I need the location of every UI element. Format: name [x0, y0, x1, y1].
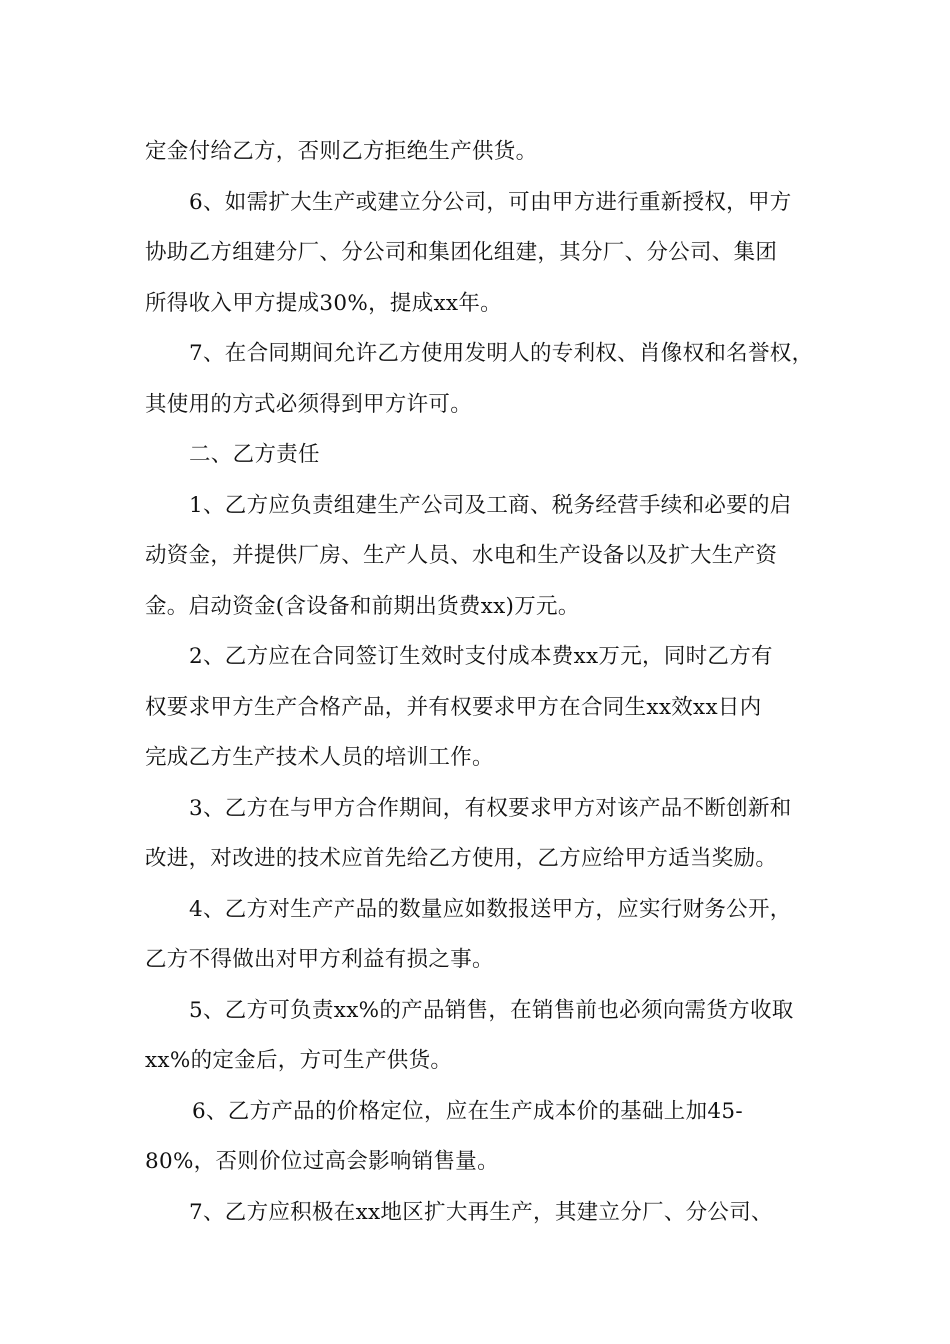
- paragraph-line: 改进，对改进的技术应首先给乙方使用，乙方应给甲方适当奖励。: [145, 846, 778, 871]
- section-heading: 二、乙方责任: [189, 442, 320, 467]
- paragraph-line: 定金付给乙方，否则乙方拒绝生产供货。: [145, 139, 538, 164]
- document-body: [145, 132, 814, 1243]
- paragraph-line: 7、乙方应积极在xx地区扩大再生产，其建立分厂、分公司、: [189, 1199, 773, 1225]
- paragraph-line: 1、乙方应负责组建生产公司及工商、税务经营手续和必要的启: [189, 492, 792, 518]
- paragraph-line: 2、乙方应在合同签订生效时支付成本费xx万元，同时乙方有: [189, 644, 773, 669]
- paragraph-line: 完成乙方生产技术人员的培训工作。: [145, 745, 494, 770]
- paragraph-line: 权要求甲方生产合格产品，并有权要求甲方在合同生xx效xx日内: [145, 694, 762, 720]
- paragraph-line: 80%，否则价位过高会影响销售量。: [145, 1149, 499, 1174]
- paragraph-line: xx%的定金后，方可生产供货。: [145, 1048, 453, 1073]
- paragraph-line: 乙方不得做出对甲方利益有损之事。: [145, 947, 494, 972]
- paragraph-line: 7、在合同期间允许乙方使用发明人的专利权、肖像权和名誉权，: [189, 341, 814, 366]
- paragraph-line: 3、乙方在与甲方合作期间，有权要求甲方对该产品不断创新和: [189, 795, 792, 821]
- paragraph-line: 其使用的方式必须得到甲方许可。: [145, 391, 473, 417]
- paragraph-line: 所得收入甲方提成30%，提成xx年。: [145, 290, 502, 316]
- paragraph-line: 5、乙方可负责xx%的产品销售，在销售前也必须向需货方收取: [189, 997, 794, 1023]
- paragraph-line: 6、乙方产品的价格定位，应在生产成本价的基础上加45-: [192, 1098, 743, 1124]
- paragraph-line: 金。启动资金(含设备和前期出货费xx)万元。: [145, 593, 580, 619]
- paragraph-line: 6、如需扩大生产或建立分公司，可由甲方进行重新授权，甲方: [189, 189, 792, 215]
- paragraph-line: 4、乙方对生产产品的数量应如数报送甲方，应实行财务公开，: [189, 896, 792, 922]
- paragraph-line: 动资金，并提供厂房、生产人员、水电和生产设备以及扩大生产资: [145, 543, 778, 568]
- paragraph-line: 协助乙方组建分厂、分公司和集团化组建，其分厂、分公司、集团: [145, 240, 778, 265]
